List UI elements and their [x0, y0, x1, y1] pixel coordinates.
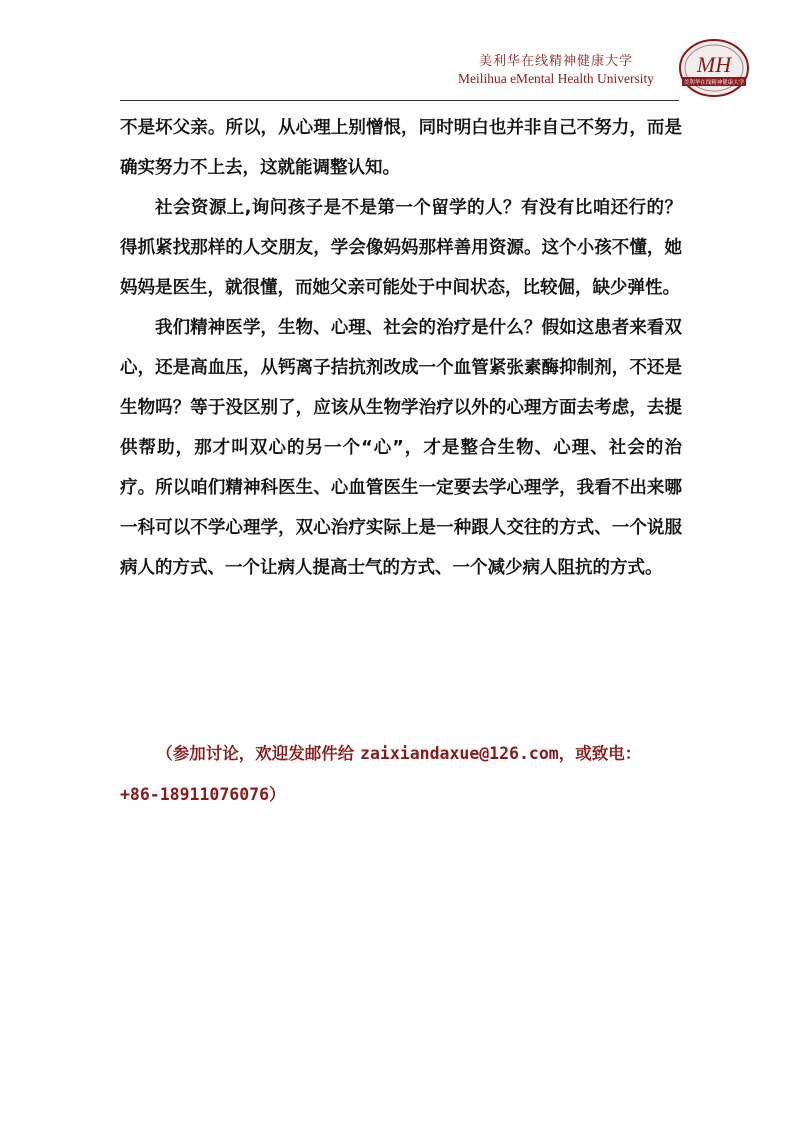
article-body [120, 108, 682, 588]
logo-monogram: MH [696, 52, 732, 77]
paragraph-3: 我们精神医学，生物、心理、社会的治疗是什么？假如这患者来看双心，还是高血压，从钙离子拮抗剂改成一个血管紧张素酶抑制剂，不还是生物吗？等于没区别了，应该从生物学治疗以外的心理方面去考虑，去提供帮助，那才叫双心的另一个“心”，才是整合生物、心理、社会的治疗。所以咱们精神科医生、心血管医生一定要去学心理学，我看不出来哪一科可以不学心理学，双心治疗实际上是一种跟人交往的方式、一个说服病人的方式、一个让病人提高士气的方式、一个减少病人阻抗的方式。 [120, 318, 682, 578]
paragraph-2: 社会资源上,询问孩子是不是第一个留学的人？有没有比咱还行的？得抓紧找那样的人交朋友，学会像妈妈那样善用资源。这个小孩不懂，她妈妈是医生，就很懂，而她父亲可能处于中间状态，比较倔，缺少弹性。 [120, 198, 682, 298]
contact-prefix: （参加讨论，欢迎发邮件给 [156, 744, 361, 763]
header-title-en: Meilihua eMental Health University [457, 71, 655, 86]
university-logo [678, 38, 750, 98]
contact-email-link[interactable]: zaixiandaxue@126.com [360, 744, 559, 763]
header-title-cn: 美利华在线精神健康大学 [478, 54, 633, 69]
logo-banner-text: 美利华在线精神健康大学 [683, 80, 745, 86]
contact-note [120, 733, 690, 815]
header-divider [120, 100, 679, 101]
contact-middle: ，或致电： [558, 744, 642, 763]
contact-phone[interactable]: +86-18911076076 [120, 785, 270, 804]
contact-suffix: ） [269, 785, 286, 804]
paragraph-1: 不是坏父亲。所以，从心理上别憎恨，同时明白也并非自己不努力，而是确实努力不上去，这就能调整认知。 [120, 118, 682, 178]
